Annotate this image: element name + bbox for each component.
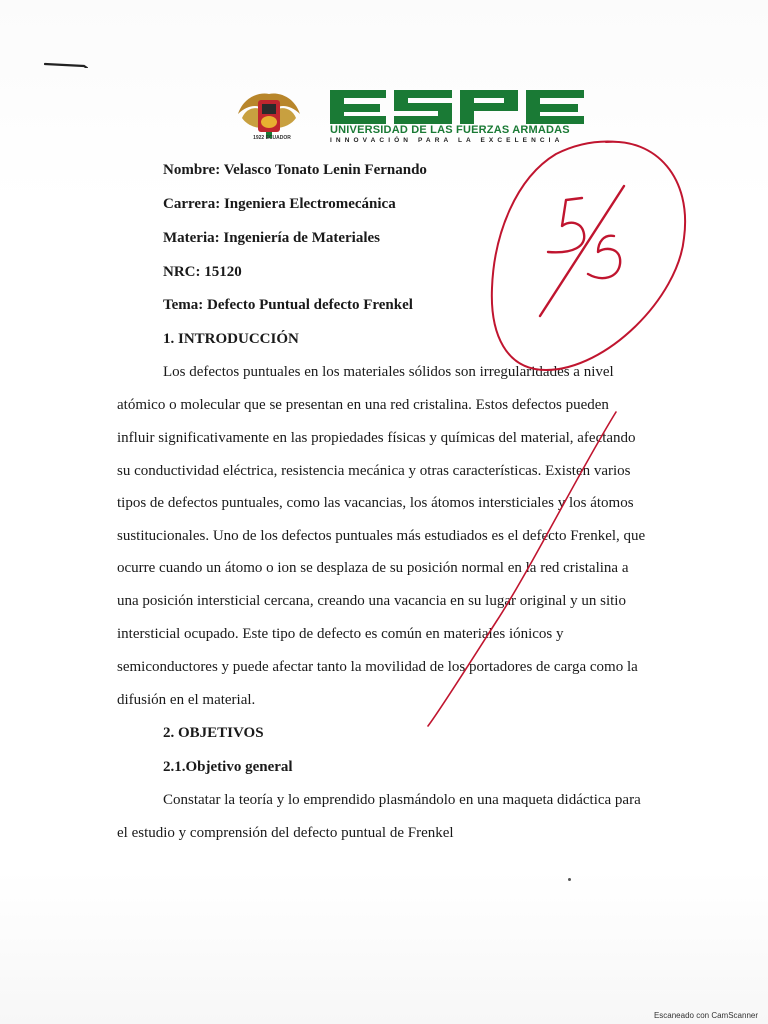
paragraph-line: Constatar la teoría y lo emprendido plasmándolo en una maqueta didáctica para	[163, 792, 641, 808]
paragraph-line: semiconductores y puede afectar tanto la movilidad de los portadores de carga como la	[117, 659, 638, 675]
paragraph-line: sustitucionales. Uno de los defectos puntuales más estudiados es el defecto Frenkel, que	[117, 528, 646, 544]
paragraph-line: su conductividad eléctrica, resistencia mecánica y otras características. Existen varios	[117, 463, 631, 479]
paragraph-line: influir significativamente en las propiedades físicas y químicas del material, afectando	[117, 430, 636, 446]
scanner-watermark: Escaneado con CamScanner	[653, 1011, 758, 1020]
career: Carrera: Ingeniera Electromecánica	[163, 196, 396, 212]
topic: Tema: Defecto Puntual defecto Frenkel	[163, 297, 413, 313]
paragraph-line: tipos de defectos puntuales, como las vacancias, los átomos intersticiales y los átomos	[117, 495, 634, 511]
grade-mark	[486, 138, 690, 374]
subject: Materia: Ingeniería de Materiales	[163, 230, 381, 246]
paragraph-line: el estudio y comprensión del defecto puntual de Frenkel	[117, 825, 454, 841]
paragraph-line: intersticial ocupado. Este tipo de defecto es común en materiales iónicos y	[117, 626, 564, 642]
paragraph-line: atómico o molecular que se presentan en una red cristalina. Estos defectos pueden	[117, 397, 609, 413]
paragraph-line: una posición intersticial cercana, creando una vacancia en su lugar original y un sitio	[117, 593, 626, 609]
university-slogan: INNOVACIÓN PARA LA EXCELENCIA	[330, 137, 564, 144]
nrc: NRC: 15120	[163, 264, 242, 280]
paragraph-line: ocurre cuando un átomo o ion se desplaza de su posición normal en la red cristalina a	[117, 560, 629, 576]
paragraph-line: difusión en el material.	[117, 692, 256, 708]
section-1-heading: 1. INTRODUCCIÓN	[163, 331, 299, 347]
scan-speck	[568, 878, 571, 881]
student-name: Nombre: Velasco Tonato Lenin Fernando	[163, 162, 427, 178]
university-name: UNIVERSIDAD DE LAS FUERZAS ARMADAS	[330, 124, 570, 136]
section-2-heading: 2. OBJETIVOS	[163, 725, 264, 741]
pen-stroke-mark	[44, 62, 88, 68]
seal-caption: 1922 ECUADOR	[253, 135, 291, 141]
section-2-1-heading: 2.1.Objetivo general	[163, 759, 293, 775]
tick-mark	[410, 410, 620, 730]
paragraph-line: Los defectos puntuales en los materiales sólidos son irregularidades a nivel	[163, 364, 614, 380]
